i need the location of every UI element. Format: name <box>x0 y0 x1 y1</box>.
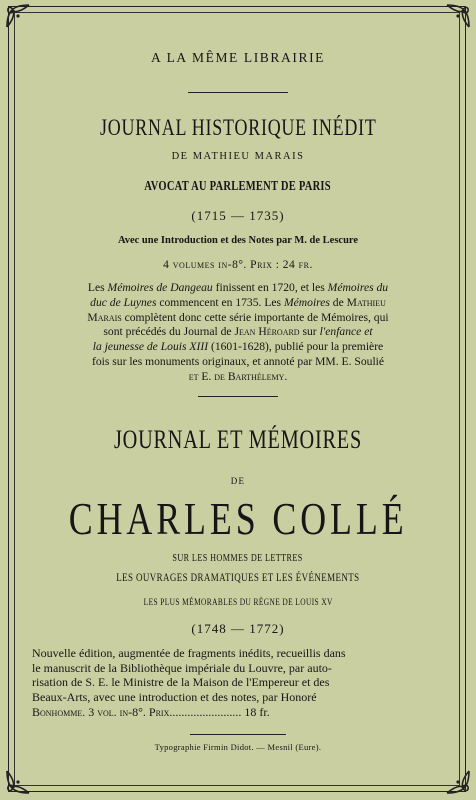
corner-ornament-icon <box>443 767 473 797</box>
book1-author: DE MATHIEU MARAIS <box>171 151 305 162</box>
book2-subtitle-2: LES OUVRAGES DRAMATIQUES ET LES ÉVÉNEMENTS <box>116 572 360 584</box>
book1-description: Les Mémoires de Dangeau finissent en 1720, et les Mémoires du duc de Luynes commencent en 1735. Les Mémoires de Mathieu Marais complètent donc cette série importante de Mémoires, qui sont précédés du Journal de Jean Héroard sur l'enfance et la jeunesse de Louis XIII (1601-1628), publié pour la première fois sur les monuments originaux, et annoté par MM. E. Soulié et E. de Barthélemy. <box>87 281 389 383</box>
book2-de: DE <box>230 476 246 486</box>
divider <box>198 396 278 397</box>
book2-price-line: Bonhomme. 3 vol. in-8°. Prix........................ 18 fr. <box>32 704 270 719</box>
book2-title: JOURNAL ET MÉMOIRES <box>113 425 363 454</box>
book1-intro-line: Avec une Introduction et des Notes par M. de Lescure <box>117 235 359 246</box>
book1-profession: AVOCAT AU PARLEMENT DE PARIS <box>144 178 332 193</box>
publisher-heading: A LA MÊME LIBRAIRIE <box>150 50 326 65</box>
divider <box>188 92 288 93</box>
corner-ornament-icon <box>3 1 33 31</box>
printer-imprint: Typographie Firmin Didot. — Mesnil (Eure). <box>154 742 322 752</box>
book1-title: JOURNAL HISTORIQUE INÉDIT <box>99 115 377 140</box>
book2-subtitle-3: LES PLUS MÉMORABLES DU RÈGNE DE LOUIS XV <box>143 598 333 608</box>
book2-price: 18 fr. <box>244 704 270 719</box>
book1-dates: (1715 — 1735) <box>191 208 285 223</box>
corner-ornament-icon <box>443 1 473 31</box>
book2-author-name: CHARLES COLLÉ <box>68 493 408 544</box>
corner-ornament-icon <box>3 767 33 797</box>
book1-volumes-price: 4 volumes in-8°. Prix : 24 fr. <box>163 259 313 271</box>
book2-dates: (1748 — 1772) <box>191 621 285 636</box>
divider <box>190 734 286 735</box>
book2-subtitle-1: SUR LES HOMMES DE LETTRES <box>172 553 304 564</box>
book2-description: Nouvelle édition, augmentée de fragments inédits, recueillis dans le manuscrit de la Bibliothèque impériale du Louvre, par auto- risation de S. E. le Ministre de la Maison de l'Empereur et des Beaux-Arts, avec une introduction et des notes, par Honoré Bonhomme. 3 vol. in-8°. Prix........................ 18 fr. <box>32 646 446 720</box>
